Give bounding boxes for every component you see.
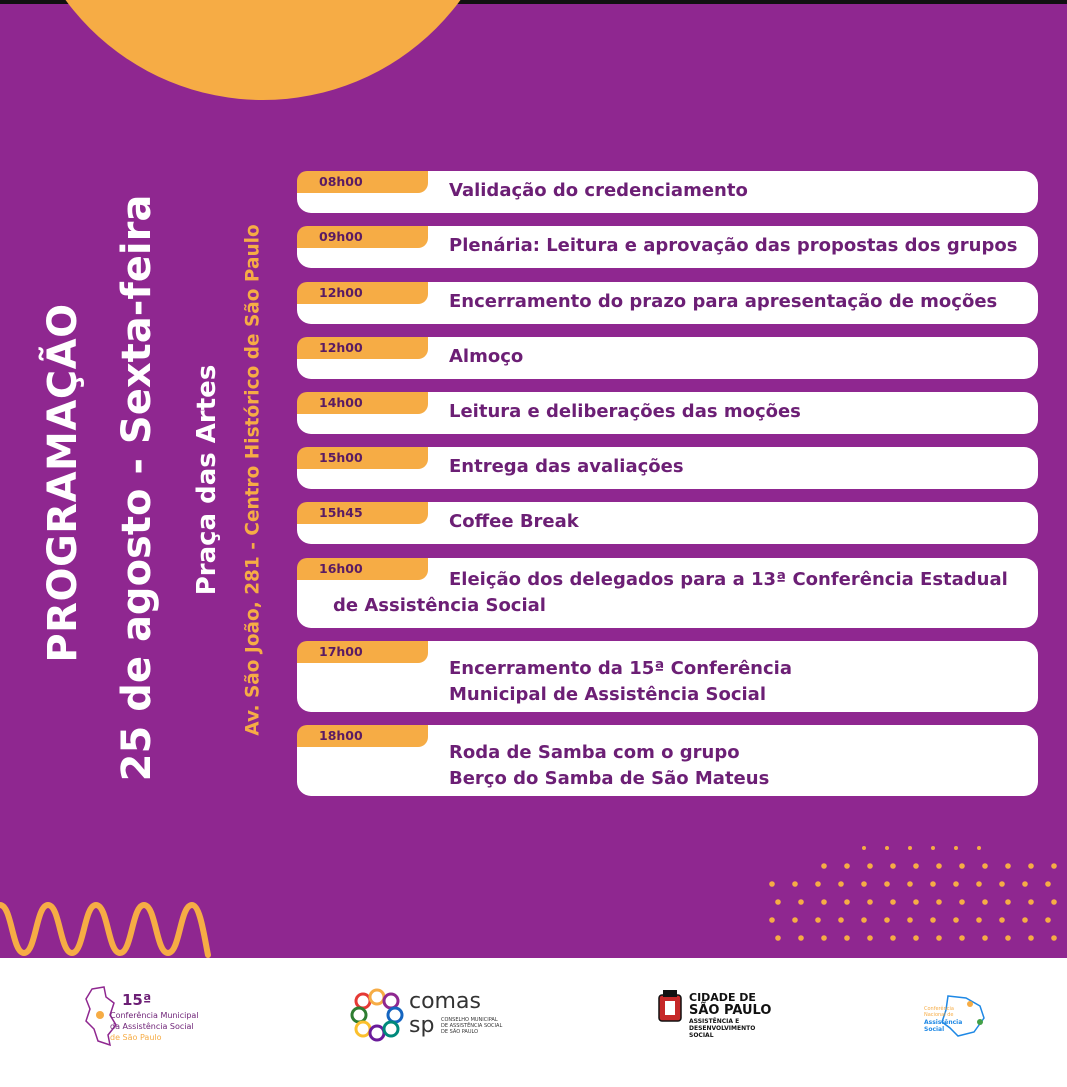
decorative-dot [907,881,913,887]
cidade-line: CIDADE DE [689,991,756,1004]
comas-logo [349,985,509,1045]
decorative-dot [913,863,919,869]
schedule-row [297,558,1038,628]
schedule-time: 08h00 [297,171,428,193]
schedule-activity: Leitura e deliberações das moções [449,401,801,422]
decorative-dot [936,863,942,869]
decorative-dot [792,881,798,887]
schedule-time: 09h00 [297,226,428,248]
schedule-row [297,337,1038,379]
comas-sp: sp [409,1013,435,1038]
decorative-dot [867,935,873,941]
cidade-line: DESENVOLVIMENTO [689,1025,756,1032]
decorative-dot [862,846,866,850]
schedule-time: 12h00 [297,337,428,359]
comas-small: CONSELHO MUNICIPAL [441,1017,498,1023]
decorative-dot [1045,917,1051,923]
schedule-row [297,725,1038,796]
decorative-dot [792,917,798,923]
decorative-dot [977,846,981,850]
decorative-dot [936,935,942,941]
decorative-dot [976,881,982,887]
decorative-dot [953,917,959,923]
event-address: Av. São João, 281 - Centro Histórico de São Paulo [242,224,264,736]
decorative-dot [999,917,1005,923]
decorative-dot [798,935,804,941]
conf-number: 15ª [122,991,152,1009]
schedule-activity: Plenária: Leitura e aprovação das propostas dos grupos [449,235,1018,256]
schedule-activity: Encerramento do prazo para apresentação de moções [449,291,998,312]
decorative-dot [838,881,844,887]
decorative-dot [907,917,913,923]
decorative-dot [769,881,775,887]
decorative-dot [815,881,821,887]
decorative-dot [1005,935,1011,941]
cidade-line: SÃO PAULO [689,1003,772,1018]
decorative-dot [838,917,844,923]
decorative-dot [890,899,896,905]
decorative-dot [930,917,936,923]
decorative-dot [815,917,821,923]
decorative-dot [954,846,958,850]
schedule-row [297,447,1038,489]
schedule-activity: Eleição dos delegados para a 13ª Conferência Estadual de Assistência Social [333,569,1008,616]
decorative-dot [884,917,890,923]
comas-small: DE SÃO PAULO [441,1029,479,1035]
schedule-activity: Entrega das avaliações [449,456,684,477]
decorative-dot [890,935,896,941]
schedule-time: 14h00 [297,392,428,414]
decorative-dot [908,846,912,850]
schedule-activity: Almoço [449,346,524,367]
decorative-dot [844,899,850,905]
decorative-dot [976,917,982,923]
conferencia-nacional-logo [918,992,990,1040]
schedule-activity [449,740,769,792]
city-crest-icon [657,989,683,1029]
decorative-dot [861,917,867,923]
schedule-activity: Validação do credenciamento [449,180,748,201]
schedule-activity: Coffee Break [449,511,579,532]
decorative-dot [953,881,959,887]
decorative-dot [959,935,965,941]
decorative-dot [844,935,850,941]
decorative-dot [821,899,827,905]
nacional-line: Nacional de [924,1012,954,1018]
decorative-dot [913,935,919,941]
decorative-dot [885,846,889,850]
nacional-line: Conferência [924,1006,954,1012]
decorative-dot [982,863,988,869]
decorative-wave [0,895,215,958]
schedule-activity-line: Encerramento da 15ª Conferência [449,658,792,679]
decorative-dot [999,881,1005,887]
decorative-dot [844,863,850,869]
conf-line: de São Paulo [110,1033,162,1042]
schedule-row [297,282,1038,324]
event-date: 25 de agosto - Sexta-feira [114,194,160,782]
decorative-dot [867,899,873,905]
cidade-line: SOCIAL [689,1032,714,1039]
schedule-activity-line: Berço do Samba de São Mateus [449,768,770,789]
decorative-dot [1005,899,1011,905]
decorative-dot [1051,863,1057,869]
schedule-row [297,392,1038,434]
comas-wordmark: comas [409,989,481,1014]
decorative-dot [1022,917,1028,923]
schedule-row [297,226,1038,268]
decorative-dot [867,863,873,869]
schedule-row [297,641,1038,712]
decorative-dot [775,935,781,941]
conf-line: Conferência Municipal [110,1011,199,1020]
comas-rings-icon [349,987,405,1043]
comas-small: DE ASSISTÊNCIA SOCIAL [441,1023,503,1029]
decorative-dot [959,863,965,869]
cidade-sao-paulo-logo [657,987,787,1045]
decorative-dot [775,899,781,905]
decorative-dot [1028,935,1034,941]
decorative-dot [982,899,988,905]
decorative-dot [861,881,867,887]
decorative-dot [1028,863,1034,869]
schedule-activity-line: Municipal de Assistência Social [449,684,766,705]
decorative-dot [913,899,919,905]
nacional-line: Social [924,1026,945,1033]
decorative-sun-circle [18,0,508,100]
decorative-dot [769,917,775,923]
schedule-row [297,502,1038,544]
decorative-dot [930,881,936,887]
schedule-time: 17h00 [297,641,428,663]
schedule-time: 16h00 [297,558,428,580]
schedule-time: 18h00 [297,725,428,747]
conferencia-municipal-logo [84,985,204,1047]
decorative-dot [798,899,804,905]
decorative-dot [821,935,827,941]
schedule-activity-line: Roda de Samba com o grupo [449,742,740,763]
cidade-line: ASSISTÊNCIA E [689,1018,740,1025]
decorative-dot [1022,881,1028,887]
event-venue: Praça das Artes [192,364,222,596]
decorative-dot [890,863,896,869]
decorative-dot [821,863,827,869]
decorative-dot [1045,881,1051,887]
schedule-row [297,171,1038,213]
decorative-dot [931,846,935,850]
decorative-dot [1005,863,1011,869]
decorative-dot [1028,899,1034,905]
decorative-dots [760,840,1067,950]
decorative-dot [982,935,988,941]
decorative-dot [936,899,942,905]
decorative-dot [959,899,965,905]
schedule-time: 15h45 [297,502,428,524]
decorative-dot [1051,935,1057,941]
decorative-dot [1051,899,1057,905]
decorative-dot [884,881,890,887]
nacional-line: Assistência [924,1019,963,1026]
page-title: PROGRAMAÇÃO [40,303,86,663]
schedule-activity [449,656,792,708]
schedule-time: 15h00 [297,447,428,469]
conf-line: da Assistência Social [110,1022,194,1031]
schedule-time: 12h00 [297,282,428,304]
